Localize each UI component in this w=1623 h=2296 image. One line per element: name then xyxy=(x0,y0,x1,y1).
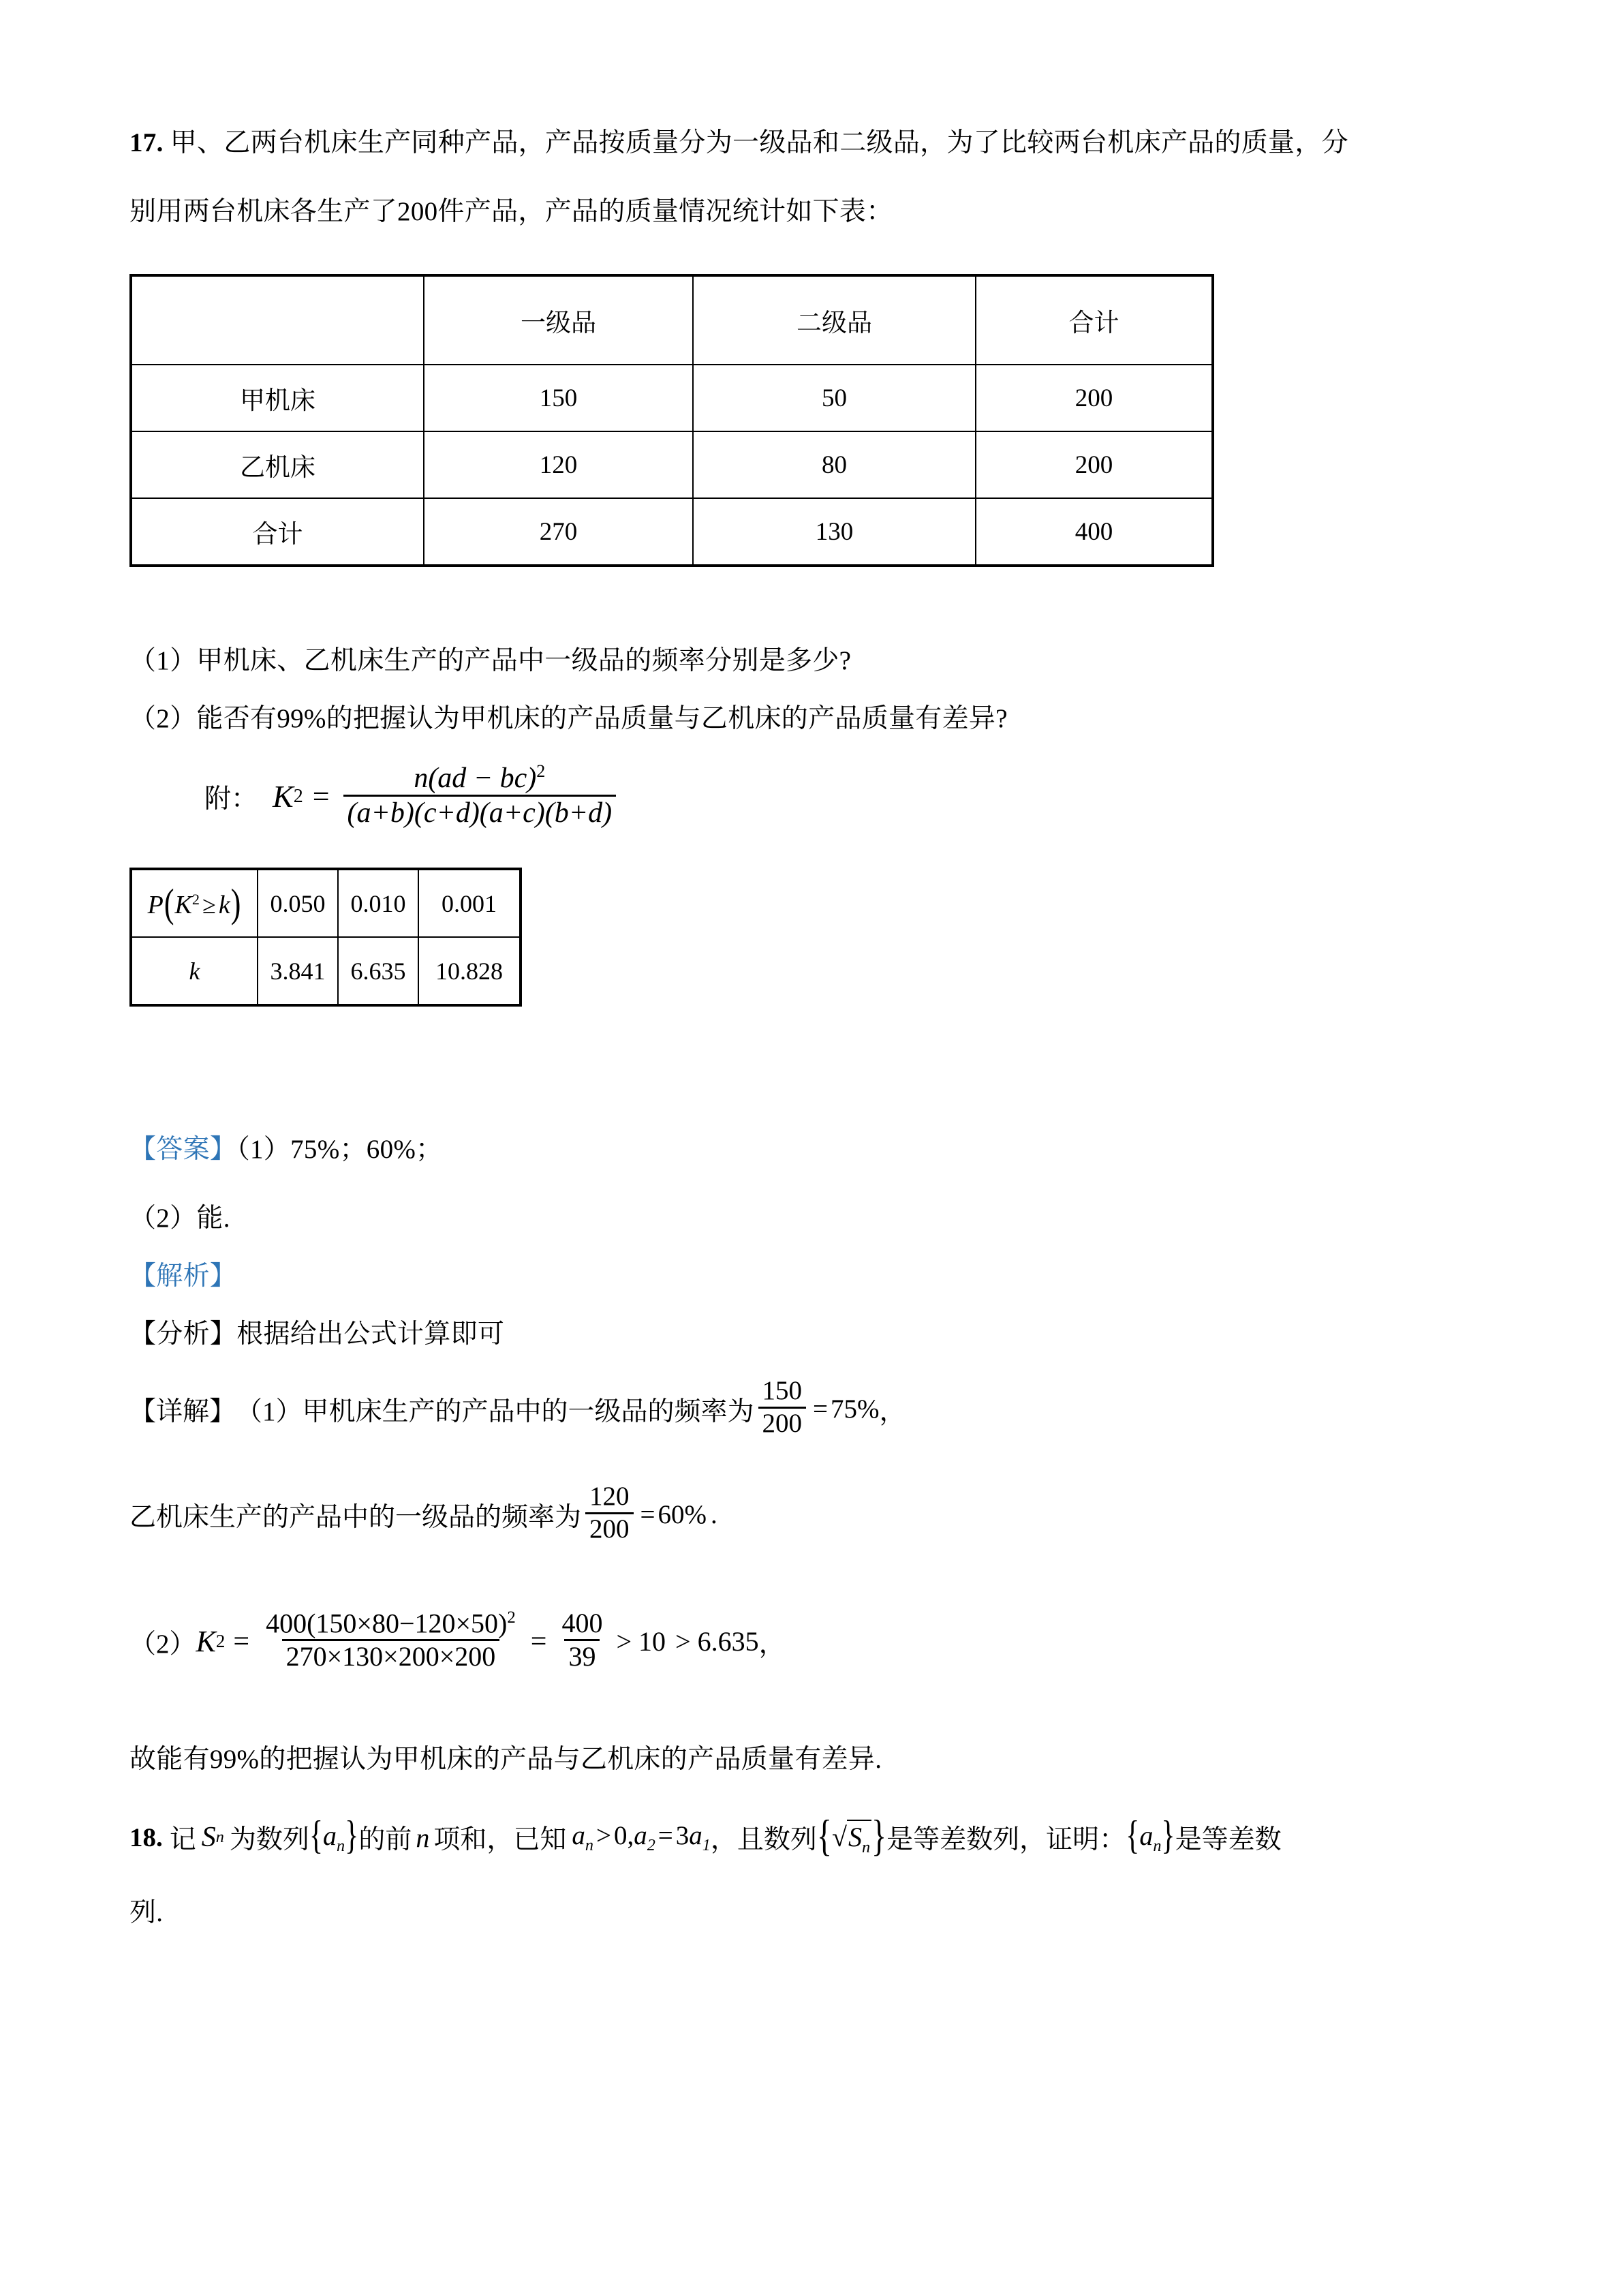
critical-p-value-3: 0.001 xyxy=(418,869,521,937)
critical-p-value-1: 0.050 xyxy=(258,869,338,937)
cell-total-all: 400 xyxy=(976,498,1213,566)
k-squared-result-fraction xyxy=(557,1609,606,1671)
radicand xyxy=(847,1820,871,1857)
detail-conclusion xyxy=(129,1746,1499,1773)
answer-line-2: （2）能. xyxy=(129,1204,230,1234)
detail-1-equals: = xyxy=(813,1394,829,1424)
a-subscript: n xyxy=(337,1836,345,1855)
sqrt-icon xyxy=(832,1820,871,1857)
spacer xyxy=(129,1007,1499,1136)
spacer xyxy=(129,674,1499,705)
detail-line-3 xyxy=(129,1610,1499,1672)
spacer xyxy=(129,156,1499,198)
a-subscript: n xyxy=(1153,1836,1162,1855)
S-subscript: n xyxy=(861,1838,871,1857)
critical-table-row-k xyxy=(131,937,521,1005)
detail-3-frac2-denominator: 39 xyxy=(564,1639,600,1671)
k-squared-evaluation-fraction xyxy=(262,1609,520,1671)
problem-18-line-2: 列. xyxy=(129,1898,164,1928)
cell-a-grade1: 150 xyxy=(424,365,693,431)
problem-18-seg-7: 是等差数 xyxy=(1175,1825,1282,1855)
problem-17-stem-text-1: 甲、乙两台机床生产同种产品，产品按质量分为一级品和二级品，为了比较两台机床产品的质量，分 xyxy=(170,128,1348,157)
radical-sign-icon: √ xyxy=(831,1822,847,1853)
K-exponent: 2 xyxy=(191,891,200,908)
problem-17-number: 17. xyxy=(129,128,164,157)
frac-a-numerator: 150 xyxy=(762,1376,803,1406)
brace-close-icon: } xyxy=(1161,1813,1175,1858)
conclusion-confidence: 99% xyxy=(209,1745,260,1775)
frequency-fraction-b xyxy=(585,1483,634,1544)
a2-subscript: 2 xyxy=(647,1835,655,1854)
spacer xyxy=(129,1773,1499,1818)
table-header-grade1: 一级品 xyxy=(424,275,693,365)
detail-3-equals-2: = xyxy=(530,1625,547,1657)
problem-17-stem-line-2 xyxy=(129,198,1499,225)
problem-18-number: 18. xyxy=(129,1822,163,1852)
frequency-fraction-a xyxy=(758,1377,807,1438)
p-symbol: P xyxy=(147,891,164,920)
three-value: 3 xyxy=(675,1820,690,1850)
problem-18-seg-5: ，且数列 xyxy=(710,1825,817,1855)
detail-1-result: 75% xyxy=(831,1394,880,1424)
row-label-total: 合计 xyxy=(131,498,424,566)
critical-p-value-2: 0.010 xyxy=(338,869,418,937)
statistics-table xyxy=(129,274,1214,567)
detail-3-frac2-numerator: 400 xyxy=(561,1608,603,1639)
question-2-suffix: 的把握认为甲机床的产品质量与乙机床的产品质量有差异? xyxy=(326,704,1008,733)
formula-symbol-exponent: 2 xyxy=(293,785,303,807)
problem-17-product-count: 200 xyxy=(397,197,438,226)
detail-line-1-prefix: （1）甲机床生产的产品中的一级品的频率为 xyxy=(236,1396,754,1426)
brace-open-icon: { xyxy=(816,1811,832,1861)
problem-17-stem-text-2a: 别用两台机床各生产了 xyxy=(129,197,398,226)
problem-18-n-symbol: n xyxy=(416,1822,430,1853)
spacer xyxy=(129,1857,1499,1899)
eq-symbol: = xyxy=(658,1820,673,1850)
an-subscript: n xyxy=(585,1835,593,1854)
jiexi-label: 【解析】 xyxy=(129,1261,237,1291)
spacer xyxy=(129,732,1499,763)
cell-b-grade1: 120 xyxy=(424,431,693,498)
conclusion-suffix: 的把握认为甲机床的产品与乙机床的产品质量有差异. xyxy=(259,1745,882,1775)
problem-17-question-1: （1）甲机床、乙机床生产的产品中一级品的频率分别是多少? xyxy=(129,646,852,675)
table-header-blank xyxy=(131,275,424,365)
S-symbol: S xyxy=(848,1822,862,1853)
detail-3-frac1-denominator: 270×130×200×200 xyxy=(282,1639,500,1671)
detail-1-suffix: ， xyxy=(879,1396,906,1426)
question-2-prefix: （2）能否有 xyxy=(129,704,277,733)
cell-total-grade1: 270 xyxy=(424,498,693,566)
detail-3-K-symbol: K xyxy=(196,1625,216,1659)
zero-value: 0, xyxy=(613,1820,634,1850)
a1-symbol: a xyxy=(689,1820,702,1850)
formula-symbol-K: K xyxy=(273,779,294,814)
problem-18-seg-4: 项和，已知 xyxy=(433,1825,567,1855)
formula-equals: = xyxy=(312,780,330,814)
row-label-machine-a: 甲机床 xyxy=(131,365,424,431)
fenxi-line xyxy=(129,1321,1499,1347)
table-header-row xyxy=(131,275,1213,365)
a1-subscript: 1 xyxy=(702,1835,711,1854)
spacer xyxy=(129,1672,1499,1746)
problem-17-question-2 xyxy=(129,705,1499,732)
open-paren: ( xyxy=(164,881,174,926)
detail-3-compare-1: > 10 xyxy=(616,1626,666,1657)
critical-k-value-2: 6.635 xyxy=(338,937,418,1005)
detail-3-prefix: （2） xyxy=(129,1629,196,1659)
problem-17-stem-text-2b: 件产品，产品的质量情况统计如下表： xyxy=(437,197,893,226)
critical-value-table xyxy=(129,868,522,1007)
spacer xyxy=(129,1163,1499,1205)
spacer xyxy=(129,1289,1499,1321)
critical-table-row-p xyxy=(131,869,521,937)
detail-3-frac1-numerator xyxy=(262,1609,520,1639)
a-symbol: a xyxy=(1139,1820,1154,1851)
a2-symbol: a xyxy=(634,1820,647,1850)
xiangjie-label: 【详解】 xyxy=(129,1396,236,1426)
problem-18-seg-3: 的前 xyxy=(358,1825,412,1855)
geq-symbol: ≥ xyxy=(202,891,216,919)
frac-b-numerator: 120 xyxy=(589,1482,630,1512)
close-paren: ) xyxy=(230,881,241,926)
table-header-grade2: 二级品 xyxy=(693,275,976,365)
spacer xyxy=(129,1545,1499,1610)
spacer xyxy=(129,1347,1499,1379)
answer-line-1 xyxy=(129,1136,1499,1163)
spacer xyxy=(129,1231,1499,1263)
problem-18-condition xyxy=(566,1820,711,1855)
cell-total-grade2: 130 xyxy=(693,498,976,566)
critical-label-k: k xyxy=(131,937,258,1005)
detail-2-suffix: . xyxy=(711,1500,717,1529)
a-symbol: a xyxy=(323,1820,337,1851)
detail-line-2 xyxy=(129,1484,1499,1545)
detail-3-frac1-num-exp: 2 xyxy=(507,1608,516,1627)
answer-part-1: （1）75%；60%； xyxy=(236,1135,443,1165)
detail-3-suffix: ， xyxy=(758,1629,786,1659)
problem-18-seg-6: 是等差数列，证明： xyxy=(886,1825,1126,1855)
brace-open-icon: { xyxy=(1126,1813,1140,1858)
formula-numerator-text: n(ad − bc) xyxy=(414,763,537,794)
answer-label: 【答案】 xyxy=(129,1135,237,1165)
detail-3-K-exponent: 2 xyxy=(215,1631,226,1652)
formula-denominator: (a+b)(c+d)(a+c)(b+d) xyxy=(343,795,617,828)
problem-18-sqrt-sequence xyxy=(816,1811,887,1861)
k-symbol: k xyxy=(218,891,230,920)
problem-18-S-symbol: S xyxy=(201,1822,216,1854)
row-label-machine-b: 乙机床 xyxy=(131,431,424,498)
detail-line-1 xyxy=(129,1376,1499,1439)
conclusion-prefix: 故能有 xyxy=(129,1745,210,1775)
brace-close-icon: } xyxy=(345,1813,359,1858)
spacer xyxy=(129,829,1499,868)
brace-open-icon: { xyxy=(309,1813,324,1858)
fenxi-label: 【分析】 xyxy=(129,1319,237,1349)
page-content xyxy=(129,129,1499,1926)
frac-b-denominator: 200 xyxy=(585,1512,634,1544)
table-row xyxy=(131,498,1213,566)
formula-numerator xyxy=(409,762,549,795)
problem-18-sequence-an-2 xyxy=(1126,1813,1175,1858)
critical-k-value-3: 10.828 xyxy=(418,937,521,1005)
cell-b-total: 200 xyxy=(976,431,1213,498)
problem-18-seg-2: 为数列 xyxy=(229,1825,309,1855)
K-symbol: K xyxy=(174,891,192,920)
problem-18-S-subscript: n xyxy=(215,1828,224,1847)
cell-b-grade2: 80 xyxy=(693,431,976,498)
brace-close-icon: } xyxy=(871,1811,887,1861)
detail-3-frac1-num-text: 400(150×80−120×50) xyxy=(266,1608,508,1639)
statistics-table-wrapper xyxy=(129,274,1214,567)
k-squared-formula-row xyxy=(129,763,1499,829)
table-header-total: 合计 xyxy=(976,275,1213,365)
table-row xyxy=(131,431,1213,498)
detail-line-2-prefix: 乙机床生产的产品中的一级品的频率为 xyxy=(129,1502,582,1532)
critical-label-p xyxy=(131,869,258,937)
critical-k-value-1: 3.841 xyxy=(258,937,338,1005)
detail-2-result: 60% xyxy=(658,1500,707,1529)
table-row xyxy=(131,365,1213,431)
attachment-label: 附： xyxy=(204,784,258,814)
cell-a-total: 200 xyxy=(976,365,1213,431)
detail-3-equals-1: = xyxy=(233,1625,250,1657)
an-symbol: a xyxy=(572,1820,585,1850)
problem-17-stem-line-1 xyxy=(129,129,1499,156)
frac-a-denominator: 200 xyxy=(758,1407,807,1438)
formula-numerator-exponent: 2 xyxy=(536,761,546,781)
spacer xyxy=(129,1439,1499,1484)
problem-18-sequence-an-1 xyxy=(309,1813,359,1858)
fenxi-text: 根据给出公式计算即可 xyxy=(236,1319,505,1349)
problem-18-seg-1: 记 xyxy=(169,1825,196,1855)
question-2-confidence: 99% xyxy=(277,704,326,733)
gt-symbol: > xyxy=(596,1820,611,1850)
detail-2-equals: = xyxy=(640,1500,655,1529)
cell-a-grade2: 50 xyxy=(693,365,976,431)
k-squared-fraction xyxy=(343,762,617,828)
detail-3-compare-2: > 6.635 xyxy=(675,1626,759,1657)
problem-18-line-1 xyxy=(129,1811,1499,1861)
